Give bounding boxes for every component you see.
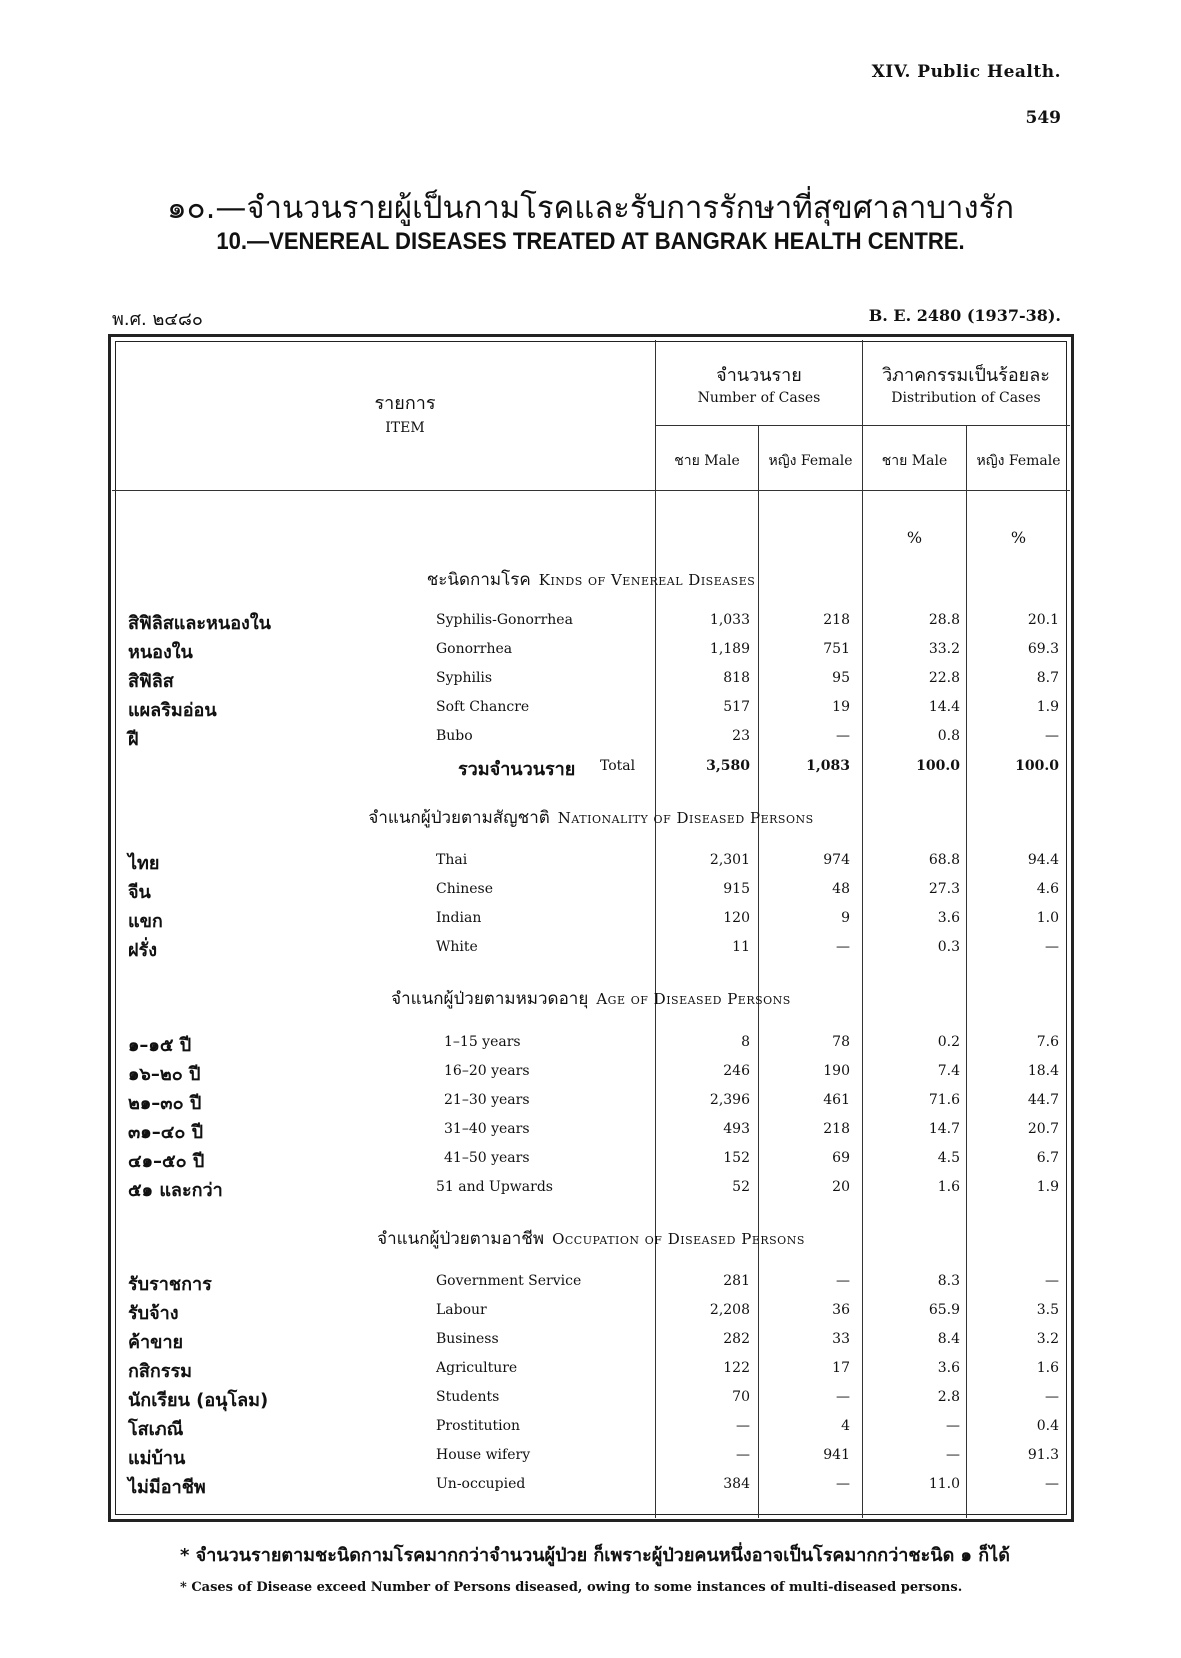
female-percent: 44.7 xyxy=(1027,1092,1059,1108)
row-label-english: Labour xyxy=(436,1302,487,1318)
section-title-english: Age of Diseased Persons xyxy=(596,990,791,1008)
table-row xyxy=(0,1150,1181,1178)
male-percent: 0.8 xyxy=(937,728,960,744)
page-number: 549 xyxy=(1025,108,1061,128)
male-percent: 8.4 xyxy=(937,1331,960,1347)
female-cases: 19 xyxy=(832,699,850,715)
table-row xyxy=(0,910,1181,938)
female-percent: — xyxy=(1045,1273,1059,1289)
section-title-english: Occupation of Diseased Persons xyxy=(552,1230,805,1248)
total-row xyxy=(0,758,1181,786)
row-label-english: 41–50 years xyxy=(444,1150,530,1166)
female-cases: 941 xyxy=(823,1447,850,1463)
female-percent: — xyxy=(1045,1389,1059,1405)
header-bottom-rule xyxy=(112,490,1070,491)
male-cases: 8 xyxy=(741,1034,750,1050)
row-label-thai: ๕๑ และกว่า xyxy=(128,1180,223,1201)
male-cases: — xyxy=(736,1418,750,1434)
male-percent: 28.8 xyxy=(928,612,960,628)
row-label-thai: แม่บ้าน xyxy=(128,1448,186,1469)
female-cases: 4 xyxy=(841,1418,850,1434)
section-title xyxy=(108,566,1074,593)
female-cases-header: หญิง Female xyxy=(768,453,853,469)
female-percent: — xyxy=(1045,1476,1059,1492)
table-row xyxy=(0,1302,1181,1330)
male-percent: 71.6 xyxy=(928,1092,960,1108)
male-cases: 384 xyxy=(723,1476,750,1492)
female-percent: 6.7 xyxy=(1036,1150,1059,1166)
row-label-thai: ๒๑–๓๐ ปี xyxy=(128,1093,202,1114)
male-cases: 122 xyxy=(723,1360,750,1376)
female-percent: — xyxy=(1045,728,1059,744)
male-percent: 0.3 xyxy=(937,939,960,955)
female-cases: 461 xyxy=(823,1092,850,1108)
female-cases: — xyxy=(836,939,850,955)
table-row xyxy=(0,1092,1181,1120)
table-row xyxy=(0,728,1181,756)
male-percent: 11.0 xyxy=(928,1476,960,1492)
footnote-thai: * จำนวนรายตามชะนิดกามโรคมากกว่าจำนวนผู้ป่วย ก็เพราะผู้ป่วยคนหนึ่งอาจเป็นโรคมากกว่าชะนิด ๑ ก็ได้ xyxy=(180,1545,1010,1566)
year-thai: พ.ศ. ๒๔๘๐ xyxy=(112,309,203,330)
male-cases: 70 xyxy=(732,1389,750,1405)
female-percent: 0.4 xyxy=(1036,1418,1059,1434)
female-cases: — xyxy=(836,728,850,744)
female-percent: 1.6 xyxy=(1036,1360,1059,1376)
female-percent: — xyxy=(1045,939,1059,955)
title-thai: ๑๐.—จำนวนรายผู้เป็นกามโรคและรับการรักษาที่สุขศาลาบางรัก xyxy=(166,190,1015,226)
row-label-english: Prostitution xyxy=(436,1418,521,1434)
male-percent: — xyxy=(946,1447,960,1463)
row-label-thai: รับราชการ xyxy=(128,1274,212,1295)
female-percent: 1.9 xyxy=(1036,1179,1059,1195)
male-percent: 8.3 xyxy=(937,1273,960,1289)
male-percent: 33.2 xyxy=(928,641,960,657)
table-row xyxy=(0,612,1181,640)
section-title-english: Nationality of Diseased Persons xyxy=(557,809,814,827)
row-label-thai: กสิกรรม xyxy=(128,1361,192,1382)
section-title-thai: จำแนกผู้ป่วยตามสัญชาติ xyxy=(368,808,550,828)
male-cases: 2,301 xyxy=(709,852,750,868)
male-cases: 11 xyxy=(732,939,750,955)
female-cases: 751 xyxy=(823,641,850,657)
table-row xyxy=(0,1389,1181,1417)
row-label-thai: ๑๖–๒๐ ปี xyxy=(128,1064,201,1085)
row-label-thai: ๓๑–๔๐ ปี xyxy=(128,1122,204,1143)
row-label-english: Business xyxy=(436,1331,499,1347)
male-percent: 65.9 xyxy=(928,1302,960,1318)
female-pct-symbol: % xyxy=(1010,528,1027,547)
row-label-english: 31–40 years xyxy=(444,1121,530,1137)
male-percent: 14.4 xyxy=(928,699,960,715)
female-percent: 20.1 xyxy=(1027,612,1059,628)
male-cases: 282 xyxy=(723,1331,750,1347)
male-cases: 52 xyxy=(732,1179,750,1195)
item-header-thai: รายการ xyxy=(374,393,436,414)
row-label-thai: ค้าขาย xyxy=(128,1332,184,1353)
male-pct-header: ชาย Male xyxy=(881,453,948,469)
section-title-thai: ชะนิดกามโรค xyxy=(426,570,531,590)
male-percent: 3.6 xyxy=(937,910,960,926)
male-cases: 2,208 xyxy=(709,1302,750,1318)
male-percent: — xyxy=(946,1418,960,1434)
section-title-thai: จำแนกผู้ป่วยตามอาชีพ xyxy=(377,1229,545,1249)
female-percent: 18.4 xyxy=(1027,1063,1059,1079)
row-label-english: White xyxy=(436,939,478,955)
female-cases: 20 xyxy=(832,1179,850,1195)
male-cases-header: ชาย Male xyxy=(674,453,740,469)
row-label-english: Syphilis xyxy=(436,670,493,686)
male-percent: 27.3 xyxy=(928,881,960,897)
row-label-thai: สิฟิลิสและหนองใน xyxy=(128,613,271,634)
female-cases: 190 xyxy=(823,1063,850,1079)
row-label-thai: หนองใน xyxy=(128,642,193,663)
male-cases: 818 xyxy=(723,670,750,686)
female-cases: 17 xyxy=(832,1360,850,1376)
male-pct-symbol: % xyxy=(906,528,923,547)
female-percent: 69.3 xyxy=(1027,641,1059,657)
female-cases: 78 xyxy=(832,1034,850,1050)
row-label-english: 21–30 years xyxy=(444,1092,530,1108)
row-label-thai: ๔๑–๕๐ ปี xyxy=(128,1151,205,1172)
row-label-thai: ไทย xyxy=(128,853,160,874)
row-label-english: Bubo xyxy=(436,728,473,744)
female-cases: 218 xyxy=(823,612,850,628)
male-percent: 1.6 xyxy=(937,1179,960,1195)
table-row xyxy=(0,939,1181,967)
table-row xyxy=(0,1331,1181,1359)
row-label-thai: นักเรียน (อนุโลม) xyxy=(128,1390,269,1411)
table-row xyxy=(0,1063,1181,1091)
male-cases: 120 xyxy=(723,910,750,926)
row-label-english: 1–15 years xyxy=(444,1034,521,1050)
male-percent: 2.8 xyxy=(937,1389,960,1405)
row-label-english: 16–20 years xyxy=(444,1063,530,1079)
male-cases: 517 xyxy=(723,699,750,715)
cases-header-thai: จำนวนราย xyxy=(716,365,802,386)
male-percent: 4.5 xyxy=(937,1150,960,1166)
row-label-english: Gonorrhea xyxy=(436,641,513,657)
female-percent: 1.0 xyxy=(1036,910,1059,926)
table-row xyxy=(0,1273,1181,1301)
female-percent: 20.7 xyxy=(1027,1121,1059,1137)
table-row xyxy=(0,670,1181,698)
row-label-english: Un-occupied xyxy=(436,1476,526,1492)
table-row xyxy=(0,1360,1181,1388)
dist-header-english: Distribution of Cases xyxy=(891,390,1041,406)
row-label-english: 51 and Upwards xyxy=(436,1179,553,1195)
year-english: B. E. 2480 (1937-38). xyxy=(868,306,1061,325)
female-percent: 91.3 xyxy=(1027,1447,1059,1463)
row-label-english: Soft Chancre xyxy=(436,699,530,715)
section-title xyxy=(108,985,1074,1012)
item-header-english: ITEM xyxy=(385,420,425,436)
female-cases: 974 xyxy=(823,852,850,868)
male-cases: 246 xyxy=(723,1063,750,1079)
female-cases: — xyxy=(836,1273,850,1289)
female-cases: 33 xyxy=(832,1331,850,1347)
table-row xyxy=(0,1418,1181,1446)
female-cases: — xyxy=(836,1389,850,1405)
female-percent: 7.6 xyxy=(1036,1034,1059,1050)
female-percent: 8.7 xyxy=(1036,670,1059,686)
row-label-thai: ฝรั่ง xyxy=(128,940,158,961)
male-cases: 915 xyxy=(723,881,750,897)
row-label-english: Government Service xyxy=(436,1273,582,1289)
male-cases: 2,396 xyxy=(709,1092,750,1108)
male-cases: 3,580 xyxy=(706,758,750,774)
row-label-english: Syphilis-Gonorrhea xyxy=(436,612,573,628)
female-cases: 48 xyxy=(832,881,850,897)
row-label-thai: โสเภณี xyxy=(128,1419,184,1440)
table-row xyxy=(0,881,1181,909)
male-cases: 1,189 xyxy=(709,641,750,657)
female-cases: 69 xyxy=(832,1150,850,1166)
table-row xyxy=(0,1447,1181,1475)
male-percent: 68.8 xyxy=(928,852,960,868)
male-percent: 0.2 xyxy=(937,1034,960,1050)
table-row xyxy=(0,641,1181,669)
row-label-thai: ไม่มีอาชีพ xyxy=(128,1477,206,1498)
female-cases: 36 xyxy=(832,1302,850,1318)
female-percent: 94.4 xyxy=(1027,852,1059,868)
female-percent: 3.5 xyxy=(1036,1302,1059,1318)
section-title-thai: จำแนกผู้ป่วยตามหมวดอายุ xyxy=(391,989,589,1009)
female-percent: 100.0 xyxy=(1015,758,1059,774)
row-label-english: Chinese xyxy=(436,881,493,897)
table-row xyxy=(0,1121,1181,1149)
row-label-thai: จีน xyxy=(128,882,151,903)
row-label-thai: ๑–๑๕ ปี xyxy=(128,1035,192,1056)
female-percent: 4.6 xyxy=(1036,881,1059,897)
section-title-english: Kinds of Venereal Diseases xyxy=(538,571,756,589)
table-row xyxy=(0,699,1181,727)
male-cases: 281 xyxy=(723,1273,750,1289)
male-cases: 23 xyxy=(732,728,750,744)
female-cases: — xyxy=(836,1476,850,1492)
section-title xyxy=(108,1225,1074,1252)
row-label-thai: ฝี xyxy=(128,729,139,750)
female-cases: 95 xyxy=(832,670,850,686)
male-cases: 1,033 xyxy=(709,612,750,628)
male-percent: 3.6 xyxy=(937,1360,960,1376)
total-label-english: Total xyxy=(600,758,636,774)
row-label-thai: รับจ้าง xyxy=(128,1303,179,1324)
dist-header-thai: วิภาคกรรมเป็นร้อยละ xyxy=(882,365,1050,386)
male-cases: 493 xyxy=(723,1121,750,1137)
female-cases: 9 xyxy=(841,910,850,926)
row-label-english: House wifery xyxy=(436,1447,531,1463)
male-percent: 14.7 xyxy=(928,1121,960,1137)
chapter-header: XIV. Public Health. xyxy=(871,62,1061,82)
cases-header-english: Number of Cases xyxy=(697,390,821,406)
male-percent: 100.0 xyxy=(916,758,960,774)
total-label-thai: รวมจำนวนราย xyxy=(458,759,576,780)
male-percent: 22.8 xyxy=(928,670,960,686)
female-pct-header: หญิง Female xyxy=(976,453,1061,469)
footnote-english: * Cases of Disease exceed Number of Persons diseased, owing to some instances of multi-diseased persons. xyxy=(180,1580,963,1595)
row-label-thai: แผลริมอ่อน xyxy=(128,700,217,721)
row-label-english: Thai xyxy=(436,852,468,868)
section-title xyxy=(108,804,1074,831)
row-label-thai: สิฟิลิส xyxy=(128,671,174,692)
female-percent: 3.2 xyxy=(1036,1331,1059,1347)
row-label-english: Indian xyxy=(436,910,482,926)
female-percent: 1.9 xyxy=(1036,699,1059,715)
title-english: 10.—VENEREAL DISEASES TREATED AT BANGRAK HEALTH CENTRE. xyxy=(216,228,965,255)
male-percent: 7.4 xyxy=(937,1063,960,1079)
female-cases: 218 xyxy=(823,1121,850,1137)
table-row xyxy=(0,852,1181,880)
female-cases: 1,083 xyxy=(806,758,850,774)
male-cases: — xyxy=(736,1447,750,1463)
row-label-english: Students xyxy=(436,1389,500,1405)
table-row xyxy=(0,1179,1181,1207)
row-label-english: Agriculture xyxy=(436,1360,518,1376)
table-row xyxy=(0,1034,1181,1062)
table-row xyxy=(0,1476,1181,1504)
row-label-thai: แขก xyxy=(128,911,163,932)
male-cases: 152 xyxy=(723,1150,750,1166)
